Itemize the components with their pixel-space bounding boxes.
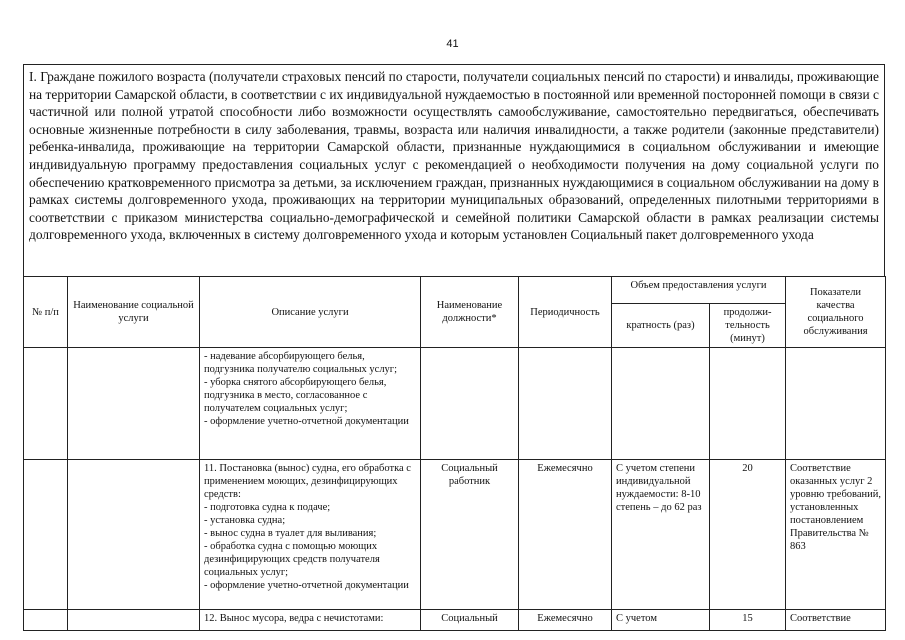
- description-line: - вынос судна в туалет для выливания;: [204, 528, 377, 539]
- cell-quality: Соответствие: [786, 610, 886, 631]
- cell-num: [24, 610, 68, 631]
- cell-frequency: Ежемесячно: [519, 460, 612, 610]
- cell-frequency: [519, 348, 612, 460]
- header-quality: Показатели качества социального обслуживания: [786, 277, 886, 348]
- cell-duration: 15: [710, 610, 786, 631]
- cell-service-name: [68, 610, 200, 631]
- description-line: - уборка снятого абсорбирующего белья, подгузника в место, согласованное с получателем социальных услуг;: [204, 377, 387, 414]
- cell-duration: 20: [710, 460, 786, 610]
- cell-num: [24, 348, 68, 460]
- cell-multiplicity: С учетом степени индивидуальной нуждаемости: 8-10 степень – до 62 раз: [612, 460, 710, 610]
- header-duration: продолжи-тельность (минут): [710, 304, 786, 348]
- cell-service-name: [68, 460, 200, 610]
- cell-multiplicity: [612, 348, 710, 460]
- description-line: - установка судна;: [204, 515, 286, 526]
- services-table: [23, 276, 886, 631]
- cell-frequency: Ежемесячно: [519, 610, 612, 631]
- table-row: [24, 348, 886, 460]
- description-line: 11. Постановка (вынос) судна, его обработка с применением моющих, дезинфицирующих средств:: [204, 463, 411, 500]
- description-line: - оформление учетно-отчетной документации: [204, 580, 409, 591]
- description-line: - оформление учетно-отчетной документации: [204, 416, 409, 427]
- cell-quality: Соответствие оказанных услуг 2 уровню требований, установленных постановлением Правительства № 863: [786, 460, 886, 610]
- cell-position: Социальный работник: [421, 460, 519, 610]
- header-volume: Объем предоставления услуги: [612, 277, 786, 304]
- header-description: Описание услуги: [200, 277, 421, 348]
- cell-description: [200, 460, 421, 610]
- cell-duration: [710, 348, 786, 460]
- category-intro-text: I. Граждане пожилого возраста (получатели страховых пенсий по старости, получатели социальных пенсий по старости) и инвалиды, проживающие на территории Самарской области, в соответствии с их индивидуальной нуждаемостью в постоянной или временной посторонней помощи в связи с частичной или полной утратой способности либо возможности осуществлять самообслуживание, самостоятельно передвигаться, обеспечивать основные жизненные потребности в силу заболевания, травмы, возраста или наличия инвалидности, а также родители (законные представители) ребенка-инвалида, проживающие на территории Самарской области, признанные нуждающимися в социальном обслуживании и имеющие индивидуальную программу предоставления социальных услуг с рекомендацией о необходимости получения на дому социальной услуги по обеспечению кратковременного присмотра за детьми, за исключением граждан, признанных нуждающимися в социальном обслуживании на дому в рамках системы долговременного ухода, проживающих на территории муниципальных образований, определенных пилотными территориями в соответствии с приказом министерства социально-демографической и семейной политики Самарской области в рамках реализации системы долговременного ухода, включенных в систему долговременного ухода и которым установлен Социальный пакет долговременного ухода: [23, 64, 885, 277]
- cell-position: Социальный: [421, 610, 519, 631]
- header-multiplicity: кратность (раз): [612, 304, 710, 348]
- cell-position: [421, 348, 519, 460]
- table-row: [24, 610, 886, 631]
- cell-quality: [786, 348, 886, 460]
- cell-num: [24, 460, 68, 610]
- header-service-name: Наименование социальной услуги: [68, 277, 200, 348]
- page-number: 41: [446, 38, 459, 50]
- cell-multiplicity: С учетом: [612, 610, 710, 631]
- table-row: [24, 460, 886, 610]
- header-num: № п/п: [24, 277, 68, 348]
- description-line: - подготовка судна к подаче;: [204, 502, 331, 513]
- header-position: Наименование должности*: [421, 277, 519, 348]
- cell-description: [200, 610, 421, 631]
- cell-description: [200, 348, 421, 460]
- description-line: 12. Вынос мусора, ведра с нечистотами:: [204, 613, 384, 624]
- header-frequency: Периодичность: [519, 277, 612, 348]
- cell-service-name: [68, 348, 200, 460]
- description-line: - надевание абсорбирующего белья, подгузника получателю социальных услуг;: [204, 351, 398, 375]
- description-line: - обработка судна с помощью моющих дезинфицирующих средств получателя социальных услуг;: [204, 541, 380, 578]
